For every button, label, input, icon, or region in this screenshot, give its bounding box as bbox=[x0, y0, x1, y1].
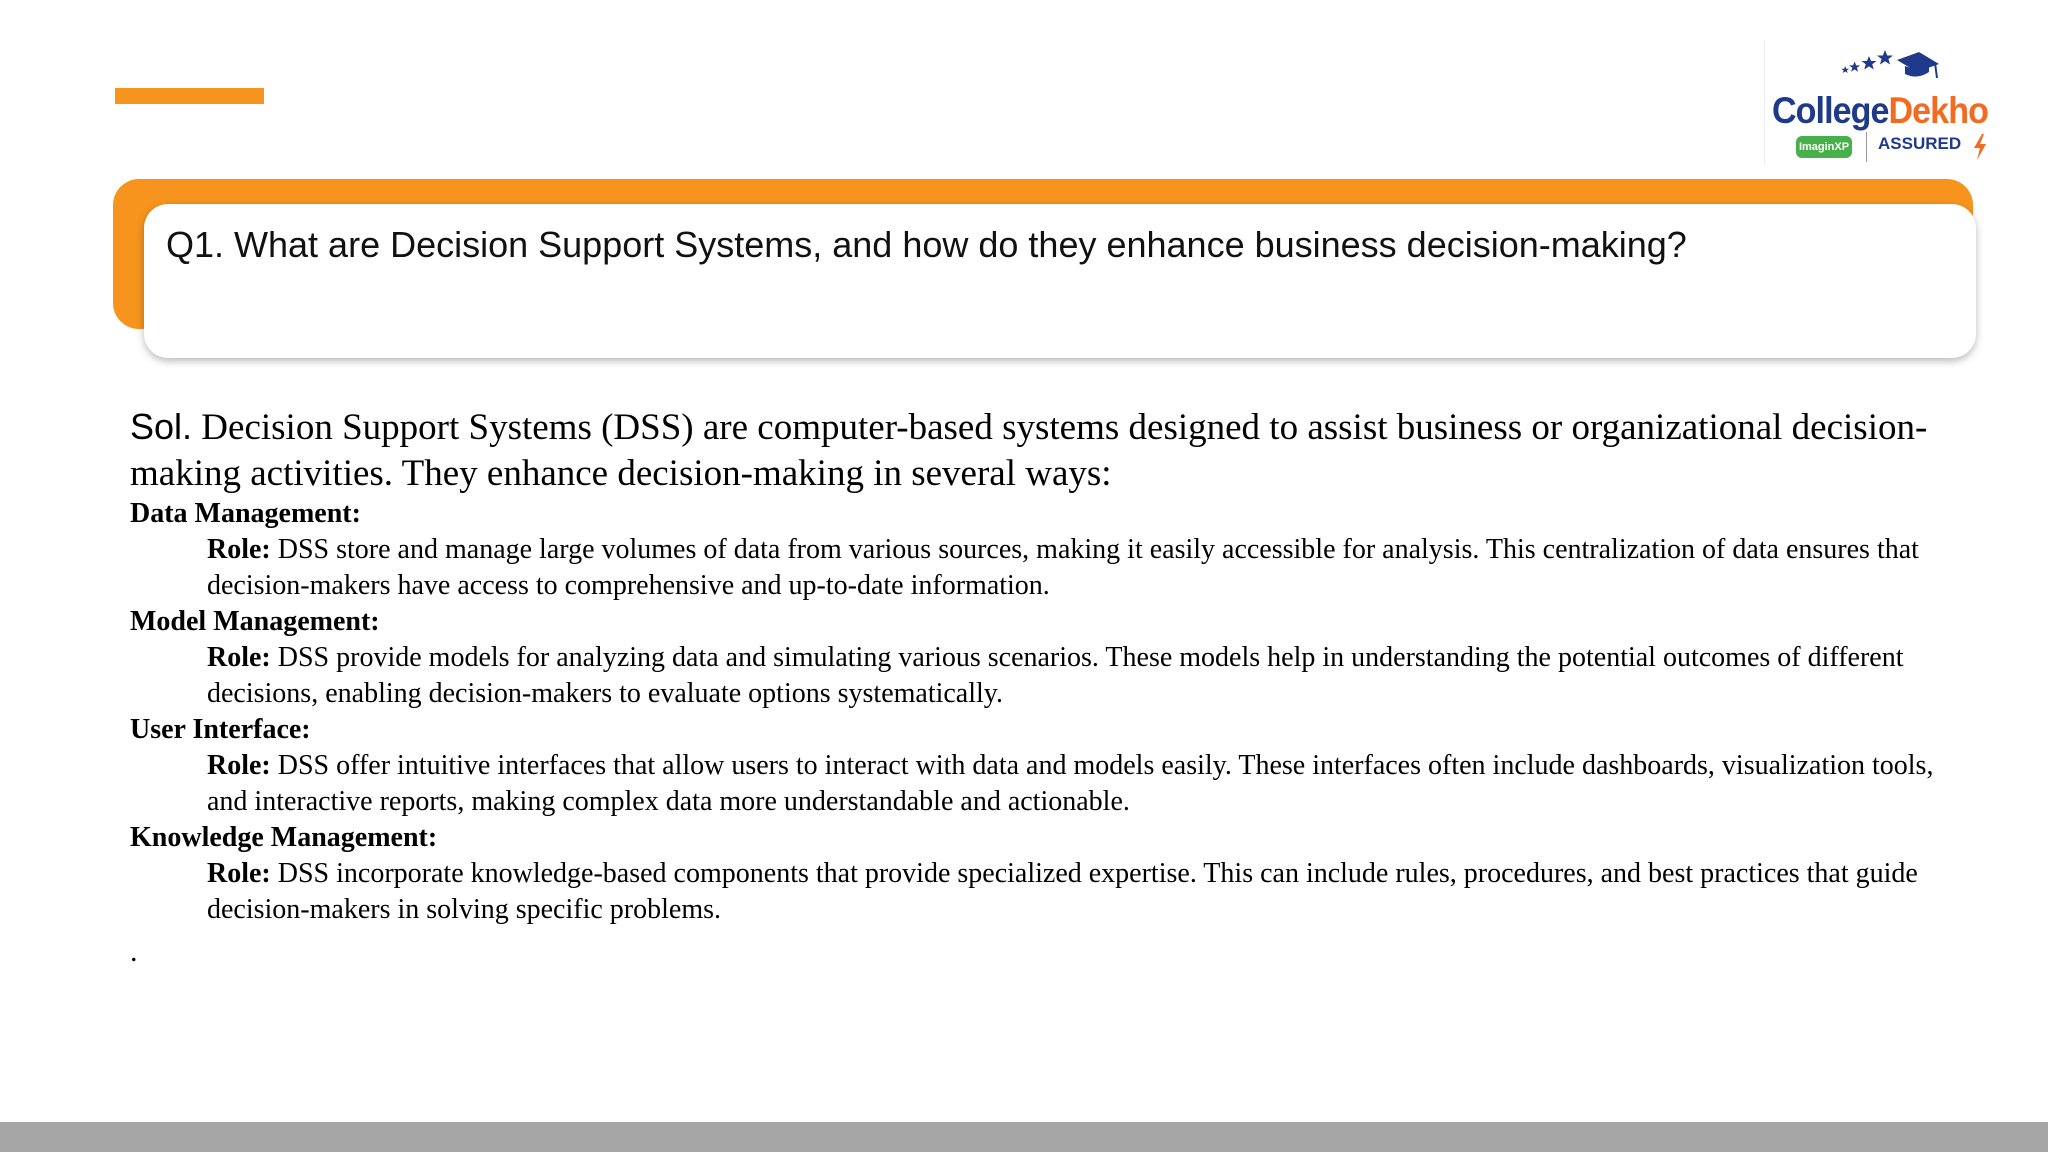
lightning-bolt-icon bbox=[1972, 134, 1988, 160]
trailing-mark: . bbox=[130, 935, 138, 968]
section-data-management bbox=[130, 496, 1960, 604]
question-text: Q1. What are Decision Support Systems, and how do they enhance business decision-making? bbox=[166, 224, 1687, 265]
role-text: DSS provide models for analyzing data and simulating various scenarios. These models help in understanding the potential outcomes of different decisions, enabling decision-makers to evaluate options systematically. bbox=[207, 642, 1904, 709]
section-knowledge-management bbox=[130, 820, 1960, 928]
role-paragraph bbox=[207, 640, 1960, 712]
solution-prefix: Sol. bbox=[130, 406, 193, 447]
role-paragraph bbox=[207, 748, 1960, 820]
role-text: DSS offer intuitive interfaces that allow users to interact with data and models easily. These interfaces often include dashboards, visualization tools, and interactive reports, making complex data more understandable and actionable. bbox=[207, 750, 1934, 817]
solution-sections bbox=[130, 496, 1960, 928]
solution-intro-text: Decision Support Systems (DSS) are computer-based systems designed to assist business or organizational decision-making activities. They enhance decision-making in several ways: bbox=[130, 407, 1928, 494]
section-model-management bbox=[130, 604, 1960, 712]
accent-bar bbox=[115, 88, 264, 104]
role-label: Role: bbox=[207, 534, 271, 565]
question-card bbox=[144, 204, 1976, 358]
section-heading: User Interface: bbox=[130, 714, 311, 745]
role-label: Role: bbox=[207, 642, 271, 673]
footer-bar bbox=[0, 1122, 2048, 1152]
collegedekho-logo bbox=[1766, 38, 1988, 178]
section-heading: Knowledge Management: bbox=[130, 822, 438, 853]
section-user-interface bbox=[130, 712, 1960, 820]
role-text: DSS store and manage large volumes of data from various sources, making it easily accessible for analysis. This centralization of data ensures that decision-makers have access to comprehensive and up-to-date information. bbox=[207, 534, 1919, 601]
logo-wordmark: CollegeDekho bbox=[1772, 90, 1988, 131]
solution-intro bbox=[130, 404, 1950, 497]
assured-label: ASSURED bbox=[1878, 134, 1962, 153]
logo-divider bbox=[1764, 40, 1765, 165]
imaginxp-badge: ImaginXP bbox=[1796, 136, 1852, 158]
section-heading: Model Management: bbox=[130, 606, 380, 637]
logo-separator bbox=[1866, 132, 1867, 162]
role-paragraph bbox=[207, 856, 1960, 928]
role-label: Role: bbox=[207, 750, 271, 781]
role-paragraph bbox=[207, 532, 1960, 604]
section-heading: Data Management: bbox=[130, 498, 361, 529]
stars-cap-icon bbox=[1841, 48, 1951, 96]
role-label: Role: bbox=[207, 858, 271, 889]
role-text: DSS incorporate knowledge-based components that provide specialized expertise. This can include rules, procedures, and best practices that guide decision-makers in solving specific problems. bbox=[207, 858, 1918, 925]
